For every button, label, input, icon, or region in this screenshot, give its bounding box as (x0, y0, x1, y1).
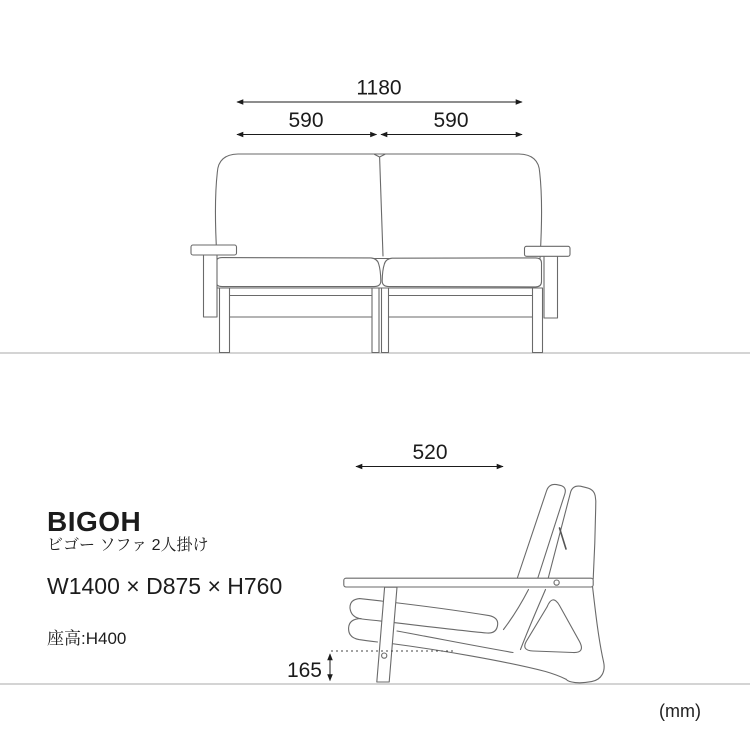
right-armrest-post (544, 256, 558, 318)
side-seat-cushion (350, 599, 498, 633)
side-frame-outer-edge (566, 587, 604, 683)
back-cushions-outline (215, 154, 541, 259)
sofa-side-view (344, 484, 604, 682)
unit-label: (mm) (659, 701, 701, 721)
product-seat-height: 座高:H400 (47, 629, 127, 648)
leg-bolt (382, 653, 387, 658)
front-left-leg (220, 288, 230, 353)
side-seat-base-nose (349, 619, 378, 642)
seat-cushion-left (216, 258, 381, 287)
dimension-right-seat-value: 590 (433, 109, 469, 132)
left-armrest-post (204, 255, 218, 317)
front-middle-leg-left (372, 288, 379, 353)
side-frame-bottom-edge (391, 644, 566, 680)
dimension-right-seat-width (381, 109, 522, 135)
side-view-dimensions (287, 441, 503, 682)
side-frame-rail-top-edge (397, 631, 513, 653)
dimension-overall-width (237, 77, 522, 103)
dimension-under-frame-value: 165 (286, 659, 322, 682)
left-armrest-plank (191, 245, 237, 255)
dimension-overall-width-value: 1180 (356, 76, 402, 100)
dimension-left-seat-width (237, 109, 377, 135)
front-right-leg (533, 288, 543, 353)
armrest-bolt (554, 580, 559, 585)
dimension-seat-depth-value: 520 (412, 441, 448, 464)
dimension-seat-depth (356, 441, 503, 467)
product-overall-dimensions: W1400 × D875 × H760 (47, 573, 283, 599)
right-armrest-plank (525, 246, 571, 256)
seat-cushion-right (382, 258, 541, 287)
front-middle-leg-right (382, 288, 389, 353)
dimension-under-frame-height (287, 651, 455, 682)
dimension-left-seat-value: 590 (288, 109, 324, 132)
front-view-dimensions (237, 77, 522, 135)
sofa-front-view (191, 154, 570, 353)
product-name-japanese: ビゴー ソファ 2人掛け (47, 537, 209, 554)
product-name: BIGOH (47, 506, 142, 537)
side-frame-triangle-cutout (525, 600, 582, 653)
